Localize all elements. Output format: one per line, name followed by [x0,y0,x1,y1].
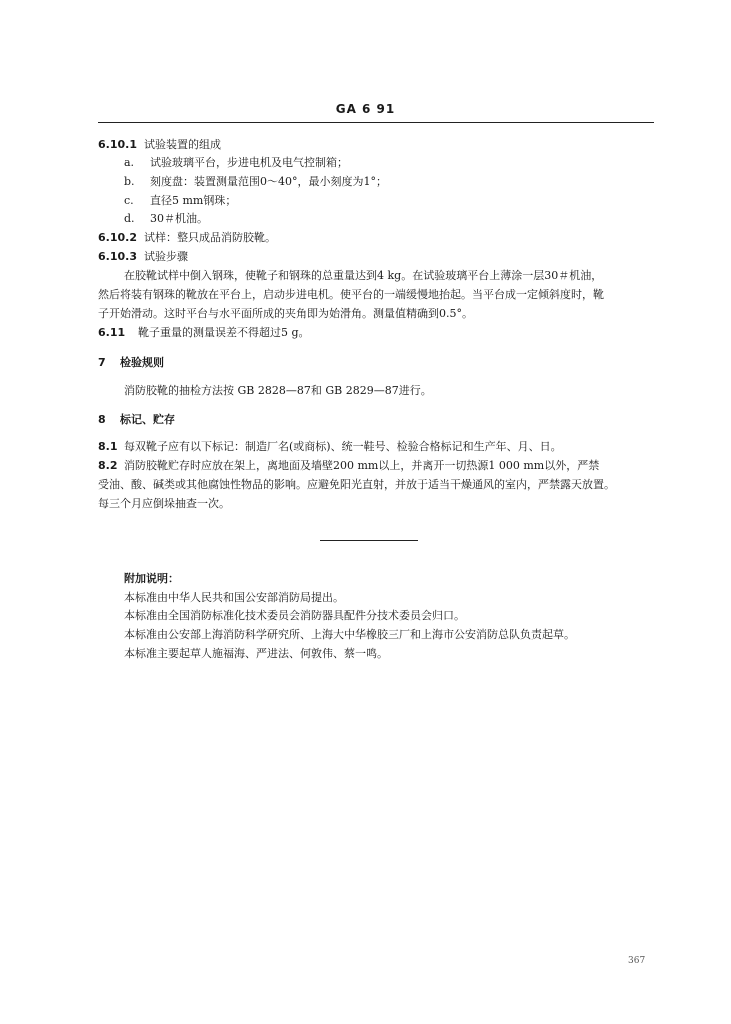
clause-title: 试验步骤 [144,250,188,263]
addendum-line: 本标准由全国消防标准化技术委员会消防器具配件分技术委员会归口。 [124,609,465,622]
clause-number: 8.2 [98,459,118,472]
clause-text: 消防胶靴贮存时应放在架上，离地面及墙壁200 mm以上，并离开一切热源1 000 mm以外，严禁 [124,459,600,472]
clause-number: 6.10.1 [98,138,137,151]
addendum-line: 本标准由公安部上海消防科学研究所、上海大中华橡胶三厂和上海市公安消防总队负责起草。 [124,628,575,641]
section-title: 检验规则 [120,356,164,369]
header-rule [98,122,654,123]
list-label: b. [124,175,135,188]
paragraph-line: 在胶靴试样中倒入钢珠，使靴子和钢珠的总重量达到4 kg。在试验玻璃平台上薄涂一层30＃机油， [124,269,603,282]
clause-6-10-1-heading [98,138,221,152]
clause-number: 6.10.3 [98,250,137,263]
clause-title: 试验装置的组成 [144,138,221,151]
clause-text: 靴子重量的测量误差不得超过5 g。 [138,326,310,339]
clause-6-10-3-heading [98,250,188,264]
clause-8-1 [98,440,562,454]
page-number: 367 [628,956,646,966]
list-text: 直径5 mm钢珠； [150,194,237,207]
section-7-text: 消防胶靴的抽检方法按 GB 2828—87和 GB 2829—87进行。 [124,384,432,397]
section-number: 8 [98,413,106,426]
clause-text: 试样：整只成品消防胶靴。 [144,231,276,244]
addendum-title: 附加说明： [124,572,179,585]
paragraph-line: 然后将装有钢珠的靴放在平台上，启动步进电机。使平台的一端缓慢地抬起。当平台成一定倾斜度时，靴 [98,288,604,301]
list-text: 刻度盘：装置测量范围0～40°，最小刻度为1°； [150,175,387,188]
section-number: 7 [98,356,106,369]
list-label: a. [124,156,135,169]
addendum-line: 本标准由中华人民共和国公安部消防局提出。 [124,591,344,604]
clause-number: 8.1 [98,440,118,453]
list-item [124,175,387,189]
list-label: c. [124,194,134,207]
section-8-heading [98,413,175,427]
addendum-line: 本标准主要起草人施福海、严进法、何敦伟、蔡一鸣。 [124,647,388,660]
list-text: 30＃机油。 [150,212,208,225]
clause-6-11 [98,326,310,340]
list-item [124,156,348,170]
end-rule [320,540,418,541]
list-item [124,212,208,226]
section-7-heading [98,356,164,370]
clause-text: 每双靴子应有以下标记：制造厂名(或商标)、统一鞋号、检验合格标记和生产年、月、日。 [124,440,562,453]
list-text: 试验玻璃平台，步进电机及电气控制箱； [150,156,348,169]
clause-number: 6.10.2 [98,231,137,244]
list-item [124,194,236,208]
section-title: 标记、贮存 [120,413,175,426]
clause-6-10-2 [98,231,276,245]
paragraph-line: 子开始滑动。这时平台与水平面所成的夹角即为始滑角。测量值精确到0.5°。 [98,307,473,320]
running-header: GA 6 91 [335,102,396,116]
clause-8-2 [98,459,599,473]
paragraph-line: 受油、酸、碱类或其他腐蚀性物品的影响。应避免阳光直射，并放于适当干燥通风的室内，严禁露天放置。 [98,478,615,491]
clause-number: 6.11 [98,326,126,339]
list-label: d. [124,212,135,225]
paragraph-line: 每三个月应倒垛抽查一次。 [98,497,230,510]
